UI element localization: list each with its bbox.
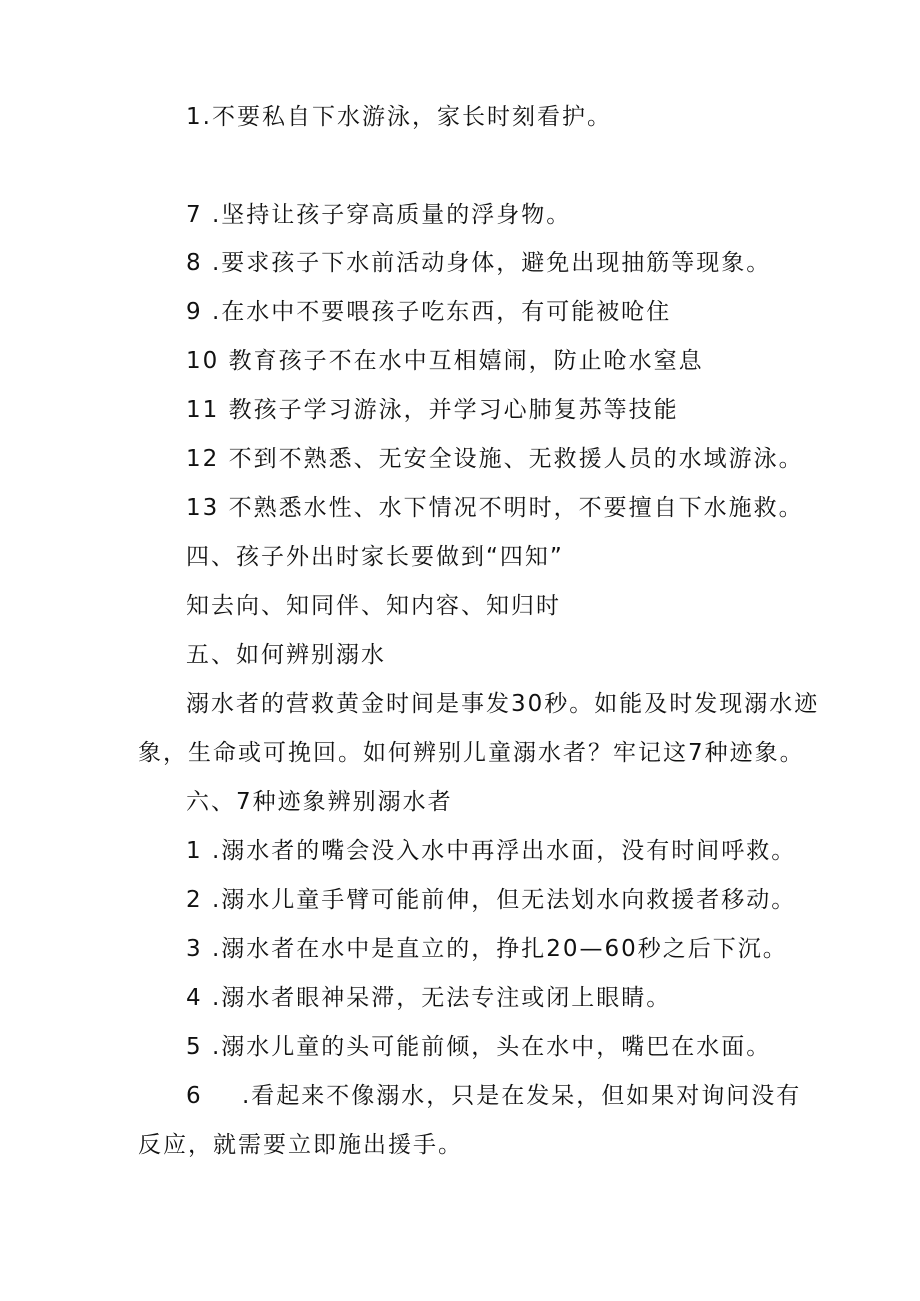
paragraph-line: 13 不熟悉水性、水下情况不明时，不要擅自下水施救。 — [186, 495, 804, 521]
paragraph-line: 12 不到不熟悉、无安全设施、无救援人员的水域游泳。 — [186, 446, 804, 472]
list-item: 1 .溺水者的嘴会没入水中再浮出水面，没有时间呼救。 — [186, 838, 797, 864]
section-heading: 四、孩子外出时家长要做到“四知” — [186, 544, 564, 570]
list-item-text: .看起来不像溺水，只是在发呆，但如果对询问没有 — [242, 1083, 802, 1109]
paragraph-line: 象，生命或可挽回。如何辨别儿童溺水者？牢记这7种迹象。 — [138, 740, 805, 766]
paragraph-line: 11 教孩子学习游泳，并学习心肺复苏等技能 — [186, 397, 679, 423]
section-heading: 六、7种迹象辨别溺水者 — [186, 789, 453, 815]
paragraph-line: 1.不要私自下水游泳，家长时刻看护。 — [186, 104, 612, 130]
list-item-continuation: 反应，就需要立即施出援手。 — [138, 1132, 463, 1158]
list-item-number: 6 — [186, 1083, 203, 1109]
paragraph-line: 7 .坚持让孩子穿高质量的浮身物。 — [186, 202, 572, 228]
list-item: 4 .溺水者眼神呆滞，无法专注或闭上眼睛。 — [186, 985, 672, 1011]
paragraph-line: 8 .要求孩子下水前活动身体，避免出现抽筋等现象。 — [186, 250, 772, 276]
list-item — [186, 1081, 801, 1111]
paragraph-line: 10 教育孩子不在水中互相嬉闹，防止呛水窒息 — [186, 348, 704, 374]
list-item: 5 .溺水儿童的头可能前倾，头在水中，嘴巴在水面。 — [186, 1034, 772, 1060]
list-item: 3 .溺水者在水中是直立的，挣扎20—60秒之后下沉。 — [186, 936, 788, 962]
paragraph-line: 知去向、知同伴、知内容、知归时 — [186, 593, 561, 619]
paragraph-line: 溺水者的营救黄金时间是事发30秒。如能及时发现溺水迹 — [186, 691, 820, 717]
paragraph-line: 9 .在水中不要喂孩子吃东西，有可能被呛住 — [186, 299, 672, 325]
list-item: 2 .溺水儿童手臂可能前伸，但无法划水向救援者移动。 — [186, 887, 797, 913]
section-heading: 五、如何辨别溺水 — [186, 642, 386, 668]
